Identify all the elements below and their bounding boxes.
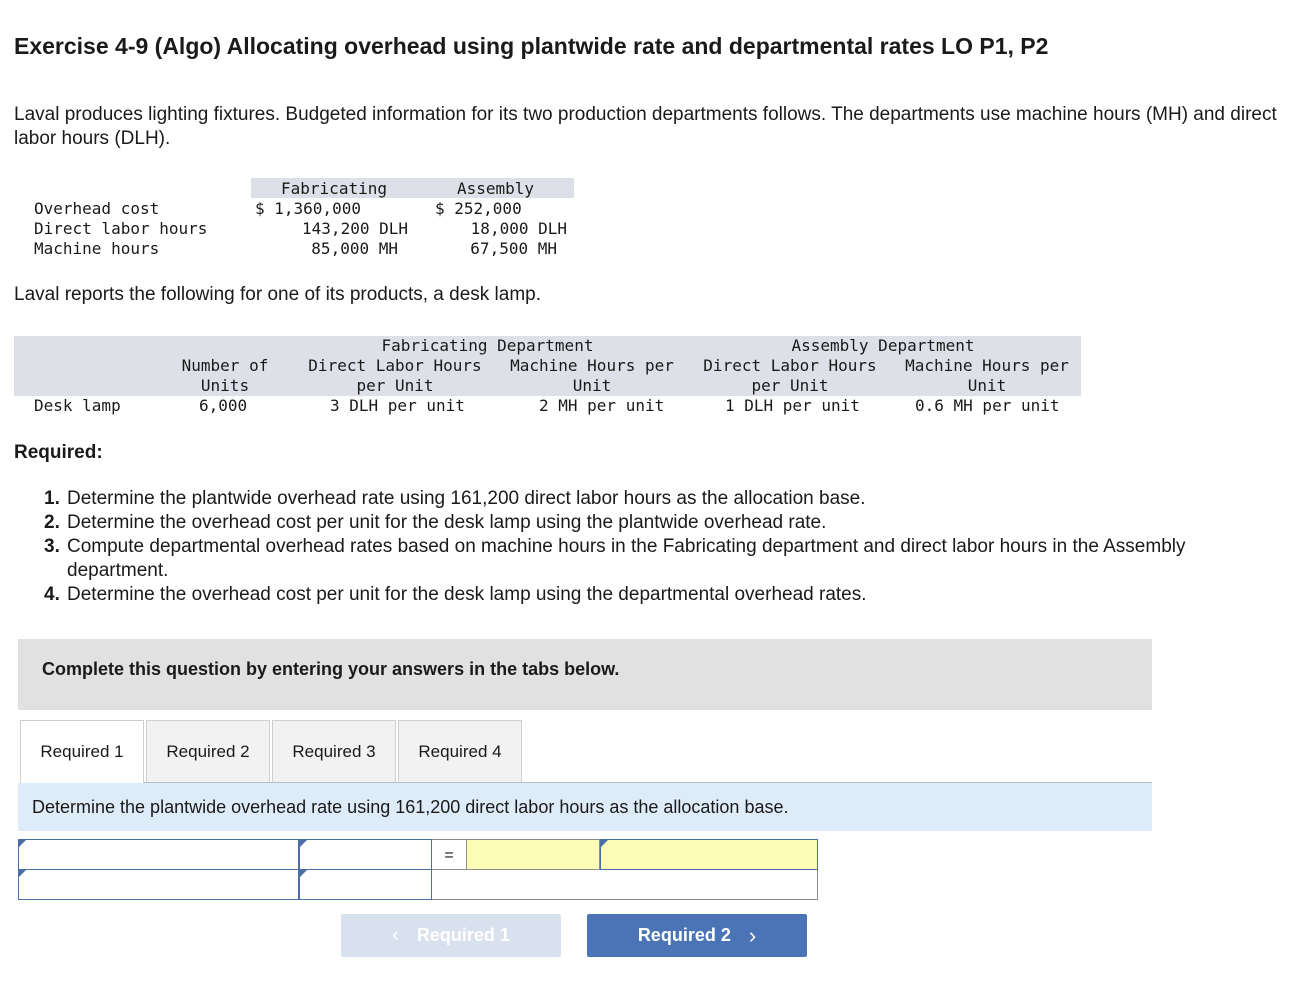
tab-required-2[interactable]: Required 2 xyxy=(146,720,270,782)
page-title: Exercise 4-9 (Algo) Allocating overhead using plantwide rate and departmental rates LO P1, P2 xyxy=(14,33,1049,59)
next-required-button[interactable] xyxy=(587,914,807,957)
chevron-left-icon: ‹ xyxy=(392,924,399,946)
product-cell: 0.6 MH per unit xyxy=(915,396,1060,415)
equals-sign: = xyxy=(432,839,466,870)
required-number: 4. xyxy=(44,584,60,605)
product-row-label: Desk lamp xyxy=(34,396,121,415)
required-list xyxy=(44,487,1274,607)
required-item xyxy=(44,511,1274,535)
budget-header-assembly: Assembly xyxy=(456,179,535,198)
budget-cell: 143,200 DLH xyxy=(302,219,408,238)
intro-paragraph: Laval produces lighting fixtures. Budgeted information for its two production departments follows. The departments use machine hours (MH) and direct labor hours (DLH). xyxy=(14,104,1277,149)
budget-row-label: Machine hours xyxy=(34,239,160,258)
col-header-fab-dlh: per Unit xyxy=(356,376,434,395)
instruction-box xyxy=(18,639,1152,710)
instruction-text: Complete this question by entering your answers in the tabs below. xyxy=(42,659,620,679)
product-sentence: Laval reports the following for one of its products, a desk lamp. xyxy=(14,284,541,305)
tab-required-3[interactable]: Required 3 xyxy=(272,720,396,782)
divisor-label-input[interactable] xyxy=(299,839,432,870)
col-header-asm-mh: Unit xyxy=(967,376,1007,395)
required-text: Compute departmental overhead rates based on machine hours in the Fabricating department and direct labor hours in the Assembly department. xyxy=(67,536,1186,581)
numerator-label-input[interactable] xyxy=(18,839,299,870)
col-header-fab-mh: Machine Hours per xyxy=(510,356,674,375)
prev-required-button[interactable] xyxy=(341,914,561,957)
product-cell: 2 MH per unit xyxy=(539,396,665,415)
required-item xyxy=(44,583,1274,607)
rate-value-input[interactable] xyxy=(600,839,818,870)
budget-cell: $ 252,000 xyxy=(435,199,522,218)
budget-row-label: Overhead cost xyxy=(34,199,160,218)
budget-cell: 85,000 MH xyxy=(311,239,398,258)
col-header-fab-mh: Unit xyxy=(572,376,612,395)
required-number: 2. xyxy=(44,512,60,533)
required-number: 1. xyxy=(44,488,60,509)
required-text: Determine the overhead cost per unit for the desk lamp using the departmental overhead rates. xyxy=(67,584,867,605)
prev-button-label: Required 1 xyxy=(416,925,510,945)
next-button-label: Required 2 xyxy=(637,925,731,945)
budget-cell: 18,000 DLH xyxy=(470,219,567,238)
tab-required-1[interactable]: Required 1 xyxy=(20,720,144,783)
col-header-units: Units xyxy=(200,376,250,395)
product-group-assembly: Assembly Department xyxy=(791,336,975,355)
col-header-asm-dlh: per Unit xyxy=(751,376,829,395)
required-item xyxy=(44,487,1274,511)
required-heading: Required: xyxy=(14,442,103,463)
budget-cell: 67,500 MH xyxy=(470,239,557,258)
rate-label-input[interactable] xyxy=(466,839,600,870)
budget-header-fabricating: Fabricating xyxy=(281,179,387,198)
labor-hours-input[interactable] xyxy=(299,869,432,900)
overhead-cost-input[interactable] xyxy=(18,869,299,900)
chevron-right-icon: › xyxy=(748,922,757,948)
product-cell: 3 DLH per unit xyxy=(330,396,465,415)
required-text: Determine the plantwide overhead rate using 161,200 direct labor hours as the allocation base. xyxy=(67,488,866,509)
col-header-asm-mh: Machine Hours per xyxy=(905,356,1069,375)
col-header-units: Number of xyxy=(181,356,269,375)
tab-required-4[interactable]: Required 4 xyxy=(398,720,522,782)
col-header-asm-dlh: Direct Labor Hours xyxy=(703,356,877,375)
required-text: Determine the overhead cost per unit for the desk lamp using the plantwide overhead rate. xyxy=(67,512,827,533)
product-group-fabricating: Fabricating Department xyxy=(381,336,594,355)
prompt-box xyxy=(18,783,1152,831)
required-item xyxy=(44,535,1274,583)
col-header-fab-dlh: Direct Labor Hours xyxy=(308,356,482,375)
prompt-text: Determine the plantwide overhead rate using 161,200 direct labor hours as the allocation base. xyxy=(32,797,789,817)
required-number: 3. xyxy=(44,536,60,557)
product-cell: 1 DLH per unit xyxy=(725,396,860,415)
budget-row-label: Direct labor hours xyxy=(34,219,208,238)
product-cell: 6,000 xyxy=(199,396,248,415)
budget-cell: $ 1,360,000 xyxy=(255,199,361,218)
